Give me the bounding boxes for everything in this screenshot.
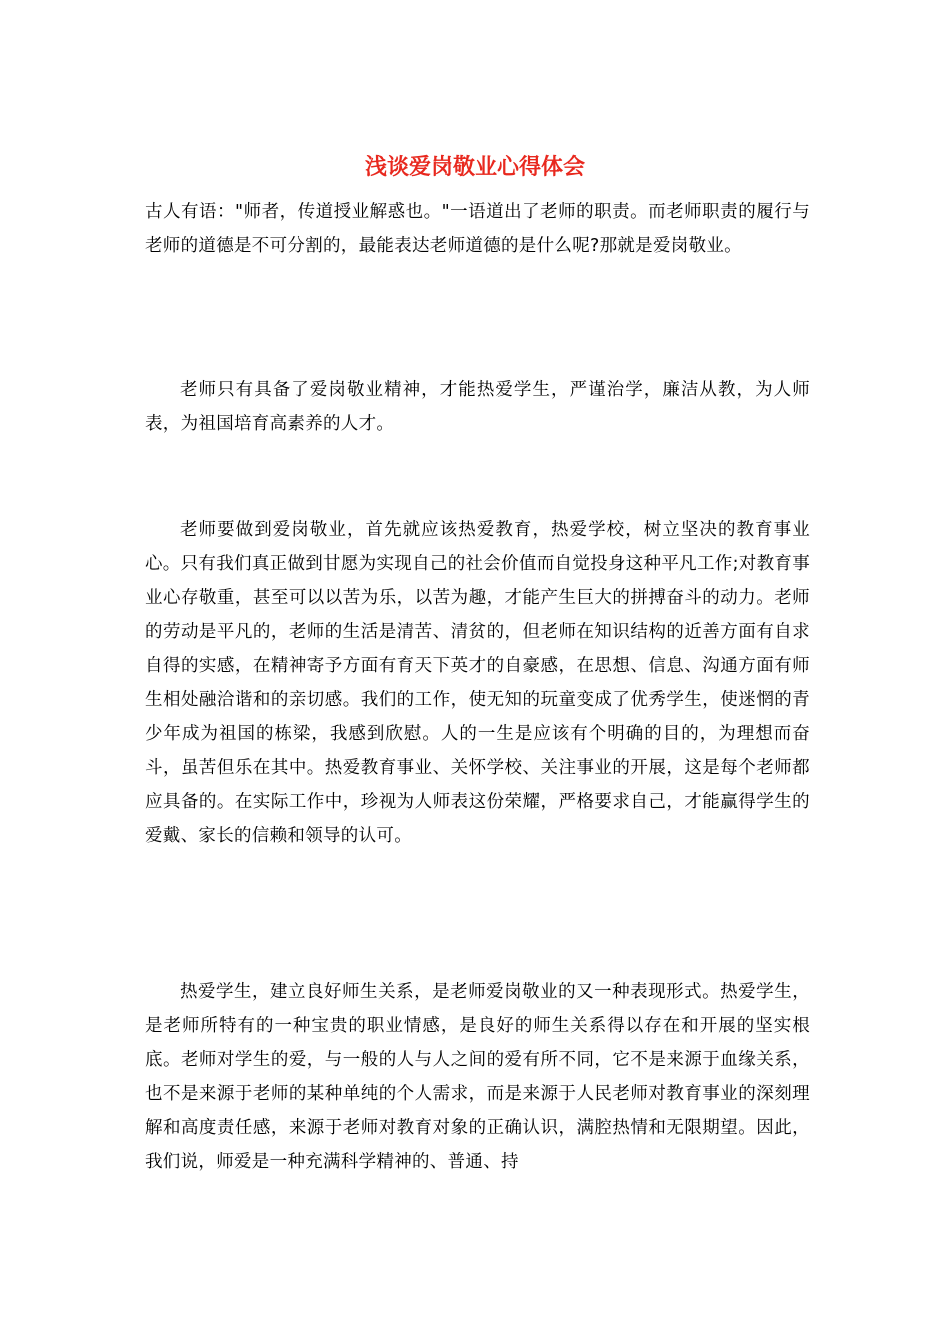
paragraph-4: 热爱学生，建立良好师生关系，是老师爱岗敬业的又一种表现形式。热爱学生，是老师所特有的一种宝贵的职业情感，是良好的师生关系得以存在和开展的坚实根底。老师对学生的爱，与一般的人与人之间的爱有所不同，它不是来源于血缘关系，也不是来源于老师的某种单纯的个人需求，而是来源于人民老师对教育事业的深刻理解和高度责任感，来源于老师对教育对象的正确认识，满腔热情和无限期望。因此，我们说，师爱是一种充满科学精神的、普通、持	[145, 982, 810, 1172]
paragraph-2: 老师只有具备了爱岗敬业精神，才能热爱学生，严谨治学，廉洁从教，为人师表，为祖国培育高素养的人才。	[145, 380, 810, 434]
document-title: 浅谈爱岗敬业心得体会	[364, 155, 585, 180]
paragraph-3: 老师要做到爱岗敬业，首先就应该热爱教育，热爱学校，树立坚决的教育事业心。只有我们真正做到甘愿为实现自己的社会价值而自觉投身这种平凡工作;对教育事业心存敬重，甚至可以以苦为乐，以苦为趣，才能产生巨大的拼搏奋斗的动力。老师的劳动是平凡的，老师的生活是清苦、清贫的，但老师在知识结构的近善方面有自求自得的实感，在精神寄予方面有育天下英才的自豪感，在思想、信息、沟通方面有师生相处融洽谐和的亲切感。我们的工作，使无知的玩童变成了优秀学生，使迷惘的青少年成为祖国的栋梁，我感到欣慰。人的一生是应该有个明确的目的，为理想而奋斗，虽苦但乐在其中。热爱教育事业、关怀学校、关注事业的开展，这是每个老师都应具备的。在实际工作中，珍视为人师表这份荣耀，严格要求自己，才能赢得学生的爱戴、家长的信赖和领导的认可。	[145, 520, 810, 846]
paragraph-1: 古人有语："师者，传道授业解惑也。"一语道出了老师的职责。而老师职责的履行与老师的道德是不可分割的，最能表达老师道德的是什么呢?那就是爱岗敬业。	[145, 202, 810, 256]
